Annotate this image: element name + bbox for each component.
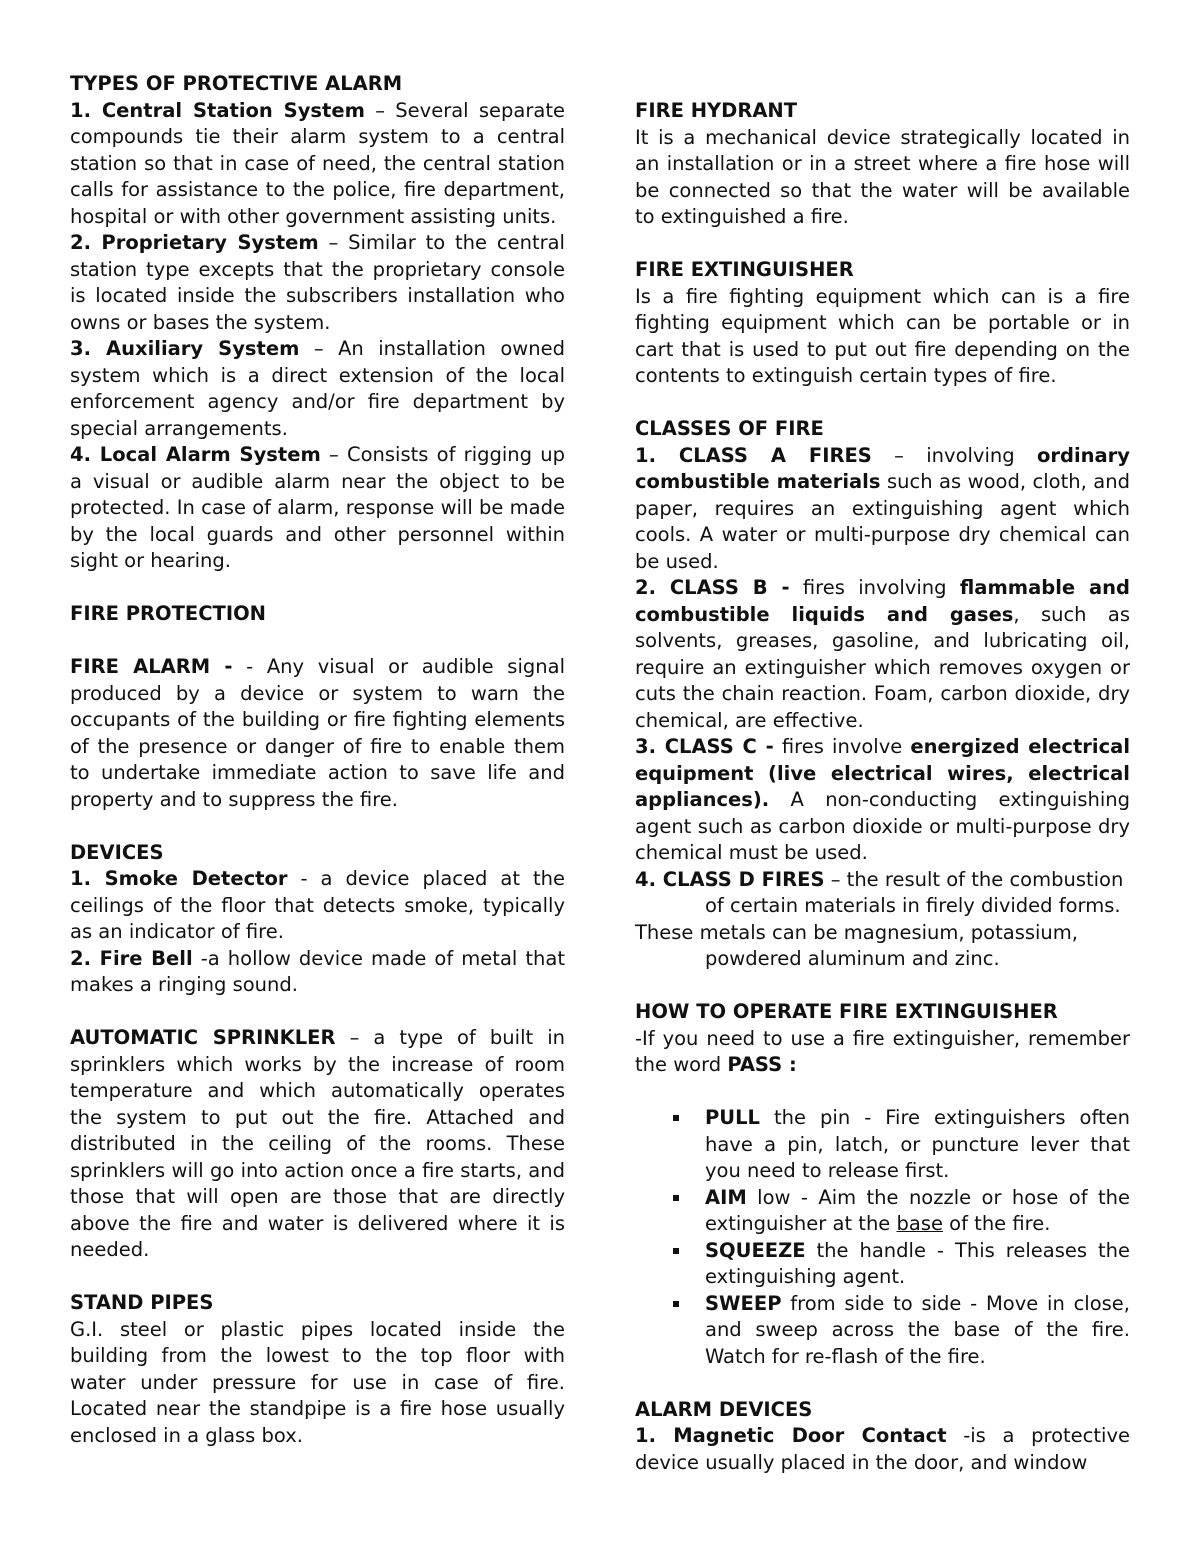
class-a-paragraph: 1. CLASS A FIRES – involving ordinary combustible materials such as wood, cloth, and paper, requires an extinguishing agent which cools. A water or multi-purpose dry chemical can be used. [635,443,1130,573]
fire-extinguisher-heading: FIRE EXTINGUISHER [635,258,854,281]
alarm-devices-heading: ALARM DEVICES [635,1397,813,1421]
stand-pipes-heading: STAND PIPES [70,1291,214,1314]
automatic-sprinkler-paragraph: AUTOMATIC SPRINKLER – a type of built in sprinklers which works by the increase of room temperature and which automatically operates the system to put out the fire. Attached and distributed in the ceiling of the rooms. These sprinklers will go into action once a fire starts, and those that will open are those that are directly above the fire and water is delivered where it is needed. [70,1026,565,1261]
bullet-icon [673,1115,679,1121]
alarm-item-local: 4. Local Alarm System – Consists of rigging up a visual or audible alarm near the object to be protected. In case of alarm, response will be made by the local guards and other personnel within sight or hearing. [70,443,565,572]
device-fire-bell: 2. Fire Bell -a hollow device made of metal that makes a ringing sound. [70,946,566,996]
stand-pipes-paragraph: G.I. steel or plastic pipes located inside the building from the lowest to the top floor with water under pressure for use in case of fire. Located near the standpipe is a fire hose usually enclosed in a glass box. [70,1317,565,1447]
device-smoke-detector: 1. Smoke Detector - a device placed at the ceilings of the floor that detects smoke, typically as an indicator of fire. [70,867,565,943]
alarm-item-auxiliary: 3. Auxiliary System – An installation owned system which is a direct extension of the local enforcement agency and/or fire department by special arrangements. [70,337,565,440]
bullet-icon [673,1248,679,1254]
devices-heading: DEVICES [70,840,164,864]
left-column [70,71,565,1449]
fire-extinguisher-paragraph: Is a fire fighting equipment which can is a fire fighting equipment which can be portable or in cart that is used to put out fire depending on the contents to extinguish certain types of fire. [635,284,1130,387]
bullet-icon [673,1195,679,1201]
pass-item-pull: PULL the pin - Fire extinguishers often have a pin, latch, or puncture lever that you need to release first. [635,1105,1130,1185]
right-column [635,98,1130,1476]
alarm-item-proprietary: 2. Proprietary System – Similar to the central station type excepts that the proprietary console is located inside the subscribers installation who owns or bases the system. [70,231,565,334]
class-d-line-2: of certain materials in firely divided forms. [705,894,1121,917]
class-d-line-3: These metals can be magnesium, potassium, [635,920,1078,944]
pass-item-squeeze: SQUEEZE the handle - This releases the extinguishing agent. [635,1238,1130,1291]
operate-intro: -If you need to use a fire extinguisher, remember the word PASS : [635,1026,1130,1076]
types-of-alarm-heading: TYPES OF PROTECTIVE ALARM [70,72,403,95]
classes-of-fire-heading: CLASSES OF FIRE [635,417,824,440]
class-d-line-1: 4. CLASS D FIRES – the result of the combustion [635,867,1124,891]
magnetic-door-contact-paragraph: 1. Magnetic Door Contact -is a protective device usually placed in the door, and window [635,1424,1130,1474]
fire-hydrant-heading: FIRE HYDRANT [635,99,798,122]
bullet-icon [673,1301,679,1307]
alarm-item-central: 1. Central Station System – Several separate compounds tie their alarm system to a central station so that in case of need, the central station calls for assistance to the police, fire department, hospital or with other government assisting units. [70,98,565,228]
fire-hydrant-paragraph: It is a mechanical device strategically located in an installation or in a street where a fire hose will be connected so that the water will be available to extinguished a fire. [635,125,1130,228]
fire-protection-heading: FIRE PROTECTION [70,602,266,625]
class-d-line-4: powdered aluminum and zinc. [705,947,1000,970]
how-to-operate-heading: HOW TO OPERATE FIRE EXTINGUISHER [635,1000,1058,1023]
fire-alarm-paragraph: FIRE ALARM - - Any visual or audible signal produced by a device or system to warn the occupants of the building or fire fighting elements of the presence or danger of fire to enable them to undertake immediate action to save life and property and to suppress the fire. [70,655,565,811]
class-b-paragraph: 2. CLASS B - fires involving flammable and combustible liquids and gases, such as solvents, greases, gasoline, and lubricating oil, require an extinguisher which removes oxygen or cuts the chain reaction. Foam, carbon dioxide, dry chemical, are effective. [635,576,1130,732]
class-c-paragraph: 3. CLASS C - fires involve energized electrical equipment (live electrical wires, electrical appliances). A non-conducting extinguishing agent such as carbon dioxide or multi-purpose dry chemical must be used. [635,735,1131,864]
pass-item-sweep: SWEEP from side to side - Move in close, and sweep across the base of the fire. Watch for re-flash of the fire. [635,1291,1130,1371]
pass-item-aim: AIM low - Aim the nozzle or hose of the extinguisher at the base of the fire. [635,1185,1130,1238]
